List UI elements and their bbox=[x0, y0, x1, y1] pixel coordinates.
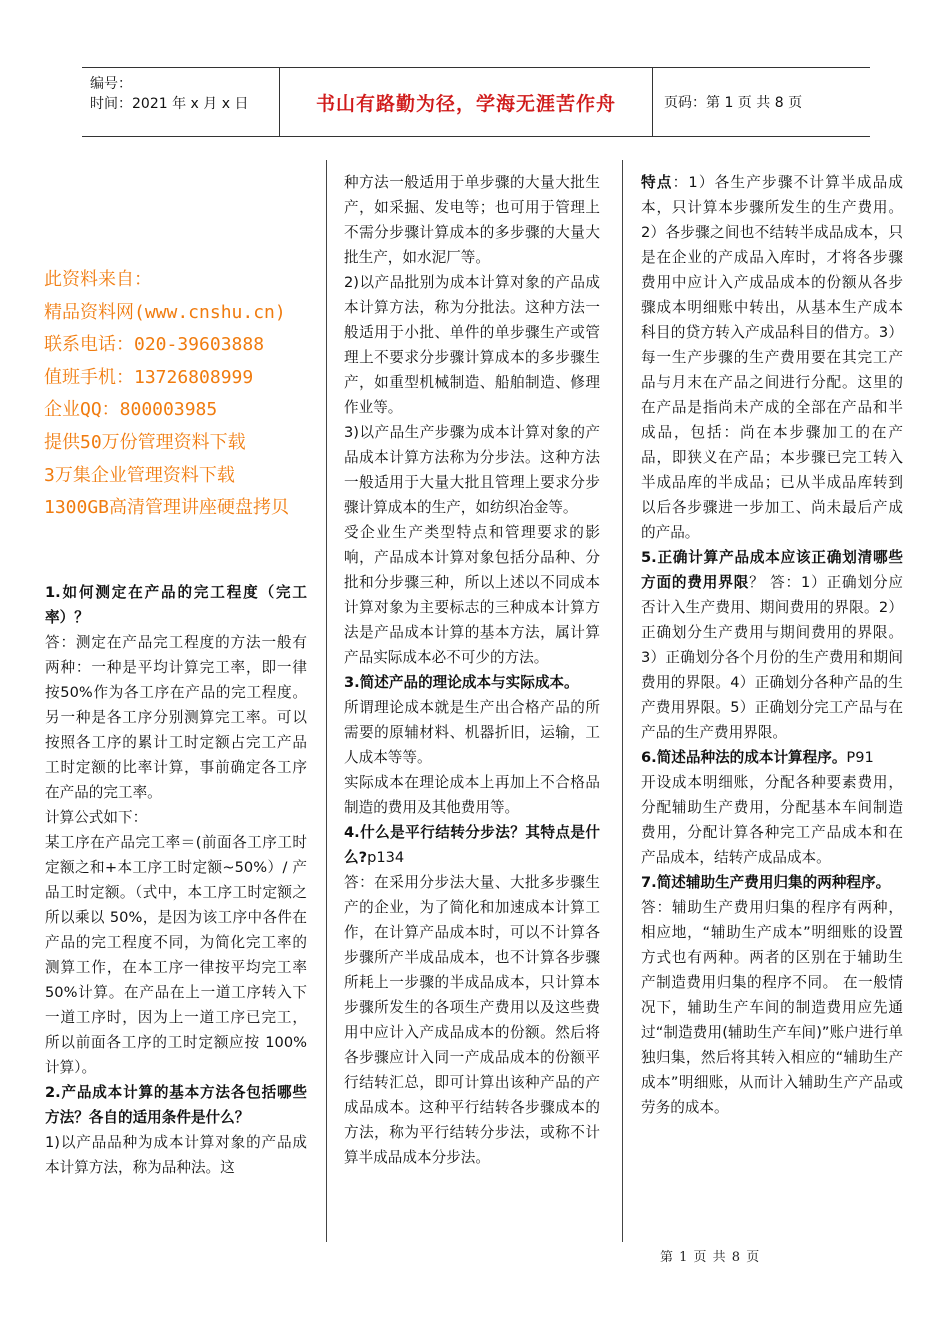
question-3-title: 3.简述产品的理论成本与实际成本。 bbox=[344, 674, 579, 691]
promo-line: 精品资料网(www.cnshu.cn) bbox=[44, 301, 286, 323]
paragraph: 答：在采用分步法大量、大批多步骤生产的企业，为了简化和加速成本计算工作，在计算产品成本时，可以不计算各步骤所产半成品成本，也不计算各步骤所耗上一步骤的半成品成本，只计算本步骤所发生的各项生产费用以及这些费用中应计入产成品成本的份额。然后将各步骤应计入同一产成品成本的份额平行结转汇总，即可计算出该种产品的产成品成本。这种平行结转各步骤成本的方法，称为平行结转分步法，或称不计算半成品成本分步法。 bbox=[344, 874, 600, 1166]
paragraph: 开设成本明细账，分配各种要素费用，分配辅助生产费用，分配基本车间制造费用，分配计算各种完工产品成本和在产品成本，结转产成品成本。 bbox=[641, 774, 903, 866]
question-6-title: 6.简述品种法的成本计算程序。 bbox=[641, 749, 847, 766]
column-3 bbox=[641, 170, 903, 1120]
question-1-title: 1.如何测定在产品的完工程度（完工率）？ bbox=[45, 584, 307, 626]
promo-line: 值班手机：13726808999 bbox=[44, 366, 254, 388]
paragraph: 2)以产品批别为成本计算对象的产品成本计算方法，称为分批法。这种方法一般适用于小批、单件的单步骤生产或管理上不要求分步骤计算成本的多步骤生产，如重型机械制造、船舶制造、修理作业等。 bbox=[344, 274, 600, 416]
paragraph: 种方法一般适用于单步骤的大量大批生产，如采掘、发电等；也可用于管理上不需分步骤计算成本的多步骤的大量大批生产，如水泥厂等。 bbox=[344, 174, 600, 266]
page-reference: P91 bbox=[846, 749, 874, 766]
page-reference: p134 bbox=[367, 849, 405, 866]
paragraph: 1)以产品品种为成本计算对象的产品成本计算方法，称为品种法。这 bbox=[45, 1134, 307, 1176]
promo-line: 3万集企业管理资料下载 bbox=[44, 464, 235, 486]
header-page-info: 页码：第 1 页 共 8 页 bbox=[664, 95, 803, 111]
column-1 bbox=[45, 580, 307, 1180]
promo-line: 联系电话：020-39603888 bbox=[44, 334, 265, 356]
question-4-heading bbox=[344, 820, 600, 870]
features-paragraph bbox=[641, 170, 903, 545]
page-footer: 第 1 页 共 8 页 bbox=[660, 1250, 761, 1265]
features-label: 特点 bbox=[641, 174, 673, 191]
features-text: ：1）各生产步骤不计算半成品成本，只计算本步骤所发生的生产费用。2）各步骤之间也不结转半成品成本，只是在企业的产成品入库时，才将各步骤费用中应计入产成品成本的份额从各步骤成本明细账中转出，从基本生产成本科目的贷方转入产成品科目的借方。3）每一生产步骤的生产费用要在其完工产品与月末在产品之间进行分配。这里的在产品是指尚未产成的全部在产品和半成品，包括：尚在本步骤加工的在产品，即狭义在产品；本步骤已完工转入半成品库的半成品；已从半成品库转到以后各步骤进一步加工、尚未最后产成的产品。 bbox=[641, 174, 903, 541]
promo-block bbox=[44, 264, 344, 525]
paragraph: 受企业生产类型特点和管理要求的影响，产品成本计算对象包括分品种、分批和分步骤三种，所以上述以不同成本计算对象为主要标志的三种成本计算方法是产品成本计算的基本方法，属计算产品实际成本必不可少的方法。 bbox=[344, 524, 600, 666]
column-divider-right bbox=[622, 160, 623, 1242]
paragraph: 所谓理论成本就是生产出合格产品的所需要的原辅材料、机器折旧，运输，工人成本等等。 bbox=[344, 699, 600, 766]
paragraph: 计算公式如下： bbox=[45, 809, 148, 826]
paragraph: 答：测定在产品完工程度的方法一般有两种：一种是平均计算完工率，即一律按50%作为各工序在产品的完工程度。另一种是各工序分别测算完工率。可以按照各工序的累计工时定额占完工产品工时定额的比率计算，事前确定各工序在产品的完工率。 bbox=[45, 634, 307, 801]
page-header bbox=[82, 67, 870, 137]
header-motto: 书山有路勤为径，学海无涯苦作舟 bbox=[280, 68, 653, 136]
promo-line: 提供50万份管理资料下载 bbox=[44, 431, 246, 453]
question-6-heading bbox=[641, 745, 903, 770]
promo-line: 1300GB高清管理讲座硬盘拷贝 bbox=[44, 497, 290, 519]
question-5-title: 5.正确计算产品成本应该正确划清哪些方面的费用界限 bbox=[641, 549, 903, 591]
question-2-title: 2.产品成本计算的基本方法各包括哪些方法？各自的适用条件是什么？ bbox=[45, 1084, 307, 1126]
paragraph: 3)以产品生产步骤为成本计算对象的产品成本计算方法称为分步法。这种方法一般适用于大量大批且管理上要求分步骤计算成本的生产，如纺织冶金等。 bbox=[344, 424, 600, 516]
promo-line: 此资料来自： bbox=[44, 269, 152, 290]
question-5-answer: ？ 答：1）正确划分应否计入生产费用、期间费用的界限。2）正确划分生产费用与期间费用的界限。3）正确划分各个月份的生产费用和期间费用的界限。4）正确划分各种产品的生产费用界限。5）正确划分完工产品与在产品的生产费用界限。 bbox=[641, 574, 903, 741]
header-meta bbox=[82, 68, 280, 136]
date-label: 时间：2021 年 x 月 x 日 bbox=[90, 96, 249, 112]
number-label: 编号： bbox=[90, 76, 132, 92]
paragraph: 某工序在产品完工率＝(前面各工序工时定额之和+本工序工时定额~50%）/ 产品工时定额。（式中，本工序工时定额之所以乘以 50%，是因为该工序中各件在产品的完工程度不同，为简化完工率的测算工作，在本工序一律按平均完工率50%计算。在产品在上一道工序转入下一道工序时，因为上一道工序已完工，所以前面各工序的工时定额应按 100%计算）。 bbox=[45, 834, 307, 1076]
paragraph: 答：辅助生产费用归集的程序有两种，相应地，“辅助生产成本”明细账的设置方式也有两种。两者的区别在于辅助生产制造费用归集的程序不同。 在一般情况下，辅助生产车间的制造费用应先通过“制造费用(辅助生产车间)”账户进行单独归集，然后将其转入相应的“辅助生产成本”明细账，从而计入辅助生产产品或劳务的成本。 bbox=[641, 899, 903, 1116]
question-5-paragraph bbox=[641, 545, 903, 745]
paragraph: 实际成本在理论成本上再加上不合格品制造的费用及其他费用等。 bbox=[344, 774, 600, 816]
column-2 bbox=[344, 170, 600, 1170]
promo-line: 企业QQ：800003985 bbox=[44, 399, 218, 421]
question-4-title: 4.什么是平行结转分步法？其特点是什么? bbox=[344, 824, 600, 866]
question-7-title: 7.简述辅助生产费用归集的两种程序。 bbox=[641, 874, 891, 891]
